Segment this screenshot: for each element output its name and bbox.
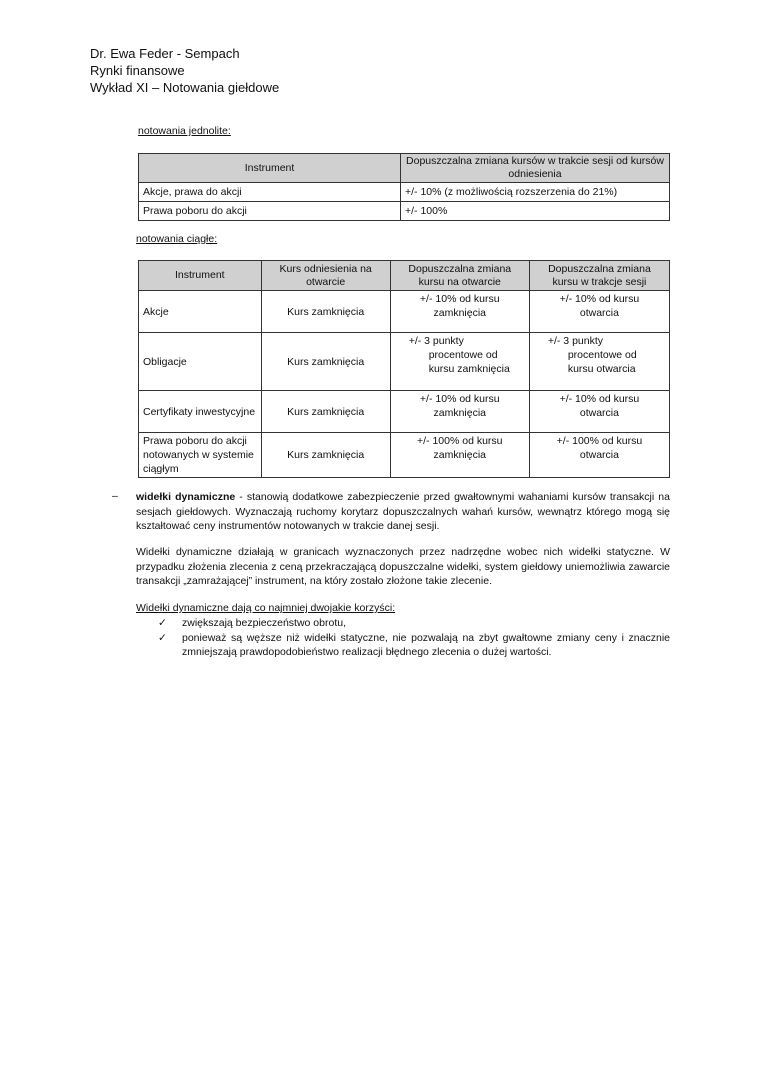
definition-paragraph [136,490,670,534]
cell-instrument: Akcje [139,291,262,333]
cell-change: +/- 10% (z możliwością rozszerzenia do 21%) [401,183,670,202]
cell-reference: Kurs zamknięcia [261,333,390,391]
list-dash: – [112,490,118,502]
cell-session-change: +/- 100% od kursu otwarcia [529,433,669,478]
continuous-quotes-table [138,260,670,478]
cell-session-change: +/- 10% od kursu otwarcia [529,391,669,433]
cell-change: +/- 100% [401,202,670,221]
cell-instrument: Prawa poboru do akcji [139,202,401,221]
cell-open-change: +/- 10% od kursu zamknięcia [390,291,529,333]
cell-reference: Kurs zamknięcia [261,291,390,333]
checkmark-icon: ✓ [158,631,167,644]
cell-instrument: Prawa poboru do akcji notowanych w systemie ciągłym [139,433,262,478]
cell-session-change: +/- 3 punkty procentowe od kursu otwarcia [529,333,669,391]
header-allowed-change: Dopuszczalna zmiana kursów w trakcie sesji od kursów odniesienia [401,154,670,183]
header-open-change: Dopuszczalna zmiana kursu na otwarcie [390,261,529,291]
table-header-row [139,154,670,183]
section-uniform-label: notowania jednolite: [138,125,231,137]
table-row [139,391,670,433]
cell-open-change: +/- 100% od kursu zamknięcia [390,433,529,478]
header-session-change: Dopuszczalna zmiana kursu w trakcje sesji [529,261,669,291]
subject-title: Rynki finansowe [90,63,185,78]
list-item: ✓ ponieważ są węższe niż widełki statyczne, nie pozwalają na zbyt gwałtowne zmiany ceny i znacznie zmniejszają prawdopodobieństwo realizacji błędnego zlecenia o dużej wartości. [158,631,670,658]
section-continuous-label: notowania ciągłe: [136,233,218,245]
cell-instrument: Certyfikaty inwestycyjne [139,391,262,433]
list-item: ✓ zwiększają bezpieczeństwo obrotu, [158,617,347,629]
header-instrument: Instrument [139,154,401,183]
cell-open-change: +/- 3 punkty procentowe od kursu zamknięcia [390,333,529,391]
table-row [139,202,670,221]
uniform-quotes-table [138,153,670,221]
lecture-title: Wykład XI – Notowania giełdowe [90,80,280,95]
document-header [90,45,279,96]
cell-session-change: +/- 10% od kursu otwarcia [529,291,669,333]
cell-instrument: Akcje, prawa do akcji [139,183,401,202]
benefits-list [158,616,670,660]
benefits-heading: Widełki dynamiczne dają co najmniej dwojakie korzyści: [136,602,396,614]
table-header-row [139,261,670,291]
cell-instrument: Obligacje [139,333,262,391]
defined-term: widełki dynamiczne [136,491,236,503]
header-reference-price: Kurs odniesienia na otwarcie [261,261,390,291]
header-instrument: Instrument [139,261,262,291]
cell-reference: Kurs zamknięcia [261,433,390,478]
table-row [139,183,670,202]
table-row [139,333,670,391]
definition-text: - stanowią dodatkowe zabezpieczenie przed gwałtownymi wahaniami kursów transakcji na sesjach giełdowych. Wyznaczają ruchomy korytarz dopuszczalnych wahań kursów, wewnątrz którego mogą się kształtować ceny instrumentów notowanych w trakcie danej sesji. [136,491,670,532]
static-bands-paragraph: Widełki dynamiczne działają w granicach wyznaczonych przez nadrzędne wobec nich widełki statyczne. W przypadku złożenia zlecenia z ceną przekraczającą dopuszczalne widełki, system giełdowy uniemożliwia zawarcie transakcji „zamrażającej” instrument, na który zostało złożone takie zlecenie. [136,546,670,587]
table-row [139,433,670,478]
checkmark-icon: ✓ [158,617,167,629]
cell-open-change: +/- 10% od kursu zamknięcia [390,391,529,433]
cell-reference: Kurs zamknięcia [261,391,390,433]
table-row [139,291,670,333]
author-name: Dr. Ewa Feder - Sempach [90,46,240,61]
